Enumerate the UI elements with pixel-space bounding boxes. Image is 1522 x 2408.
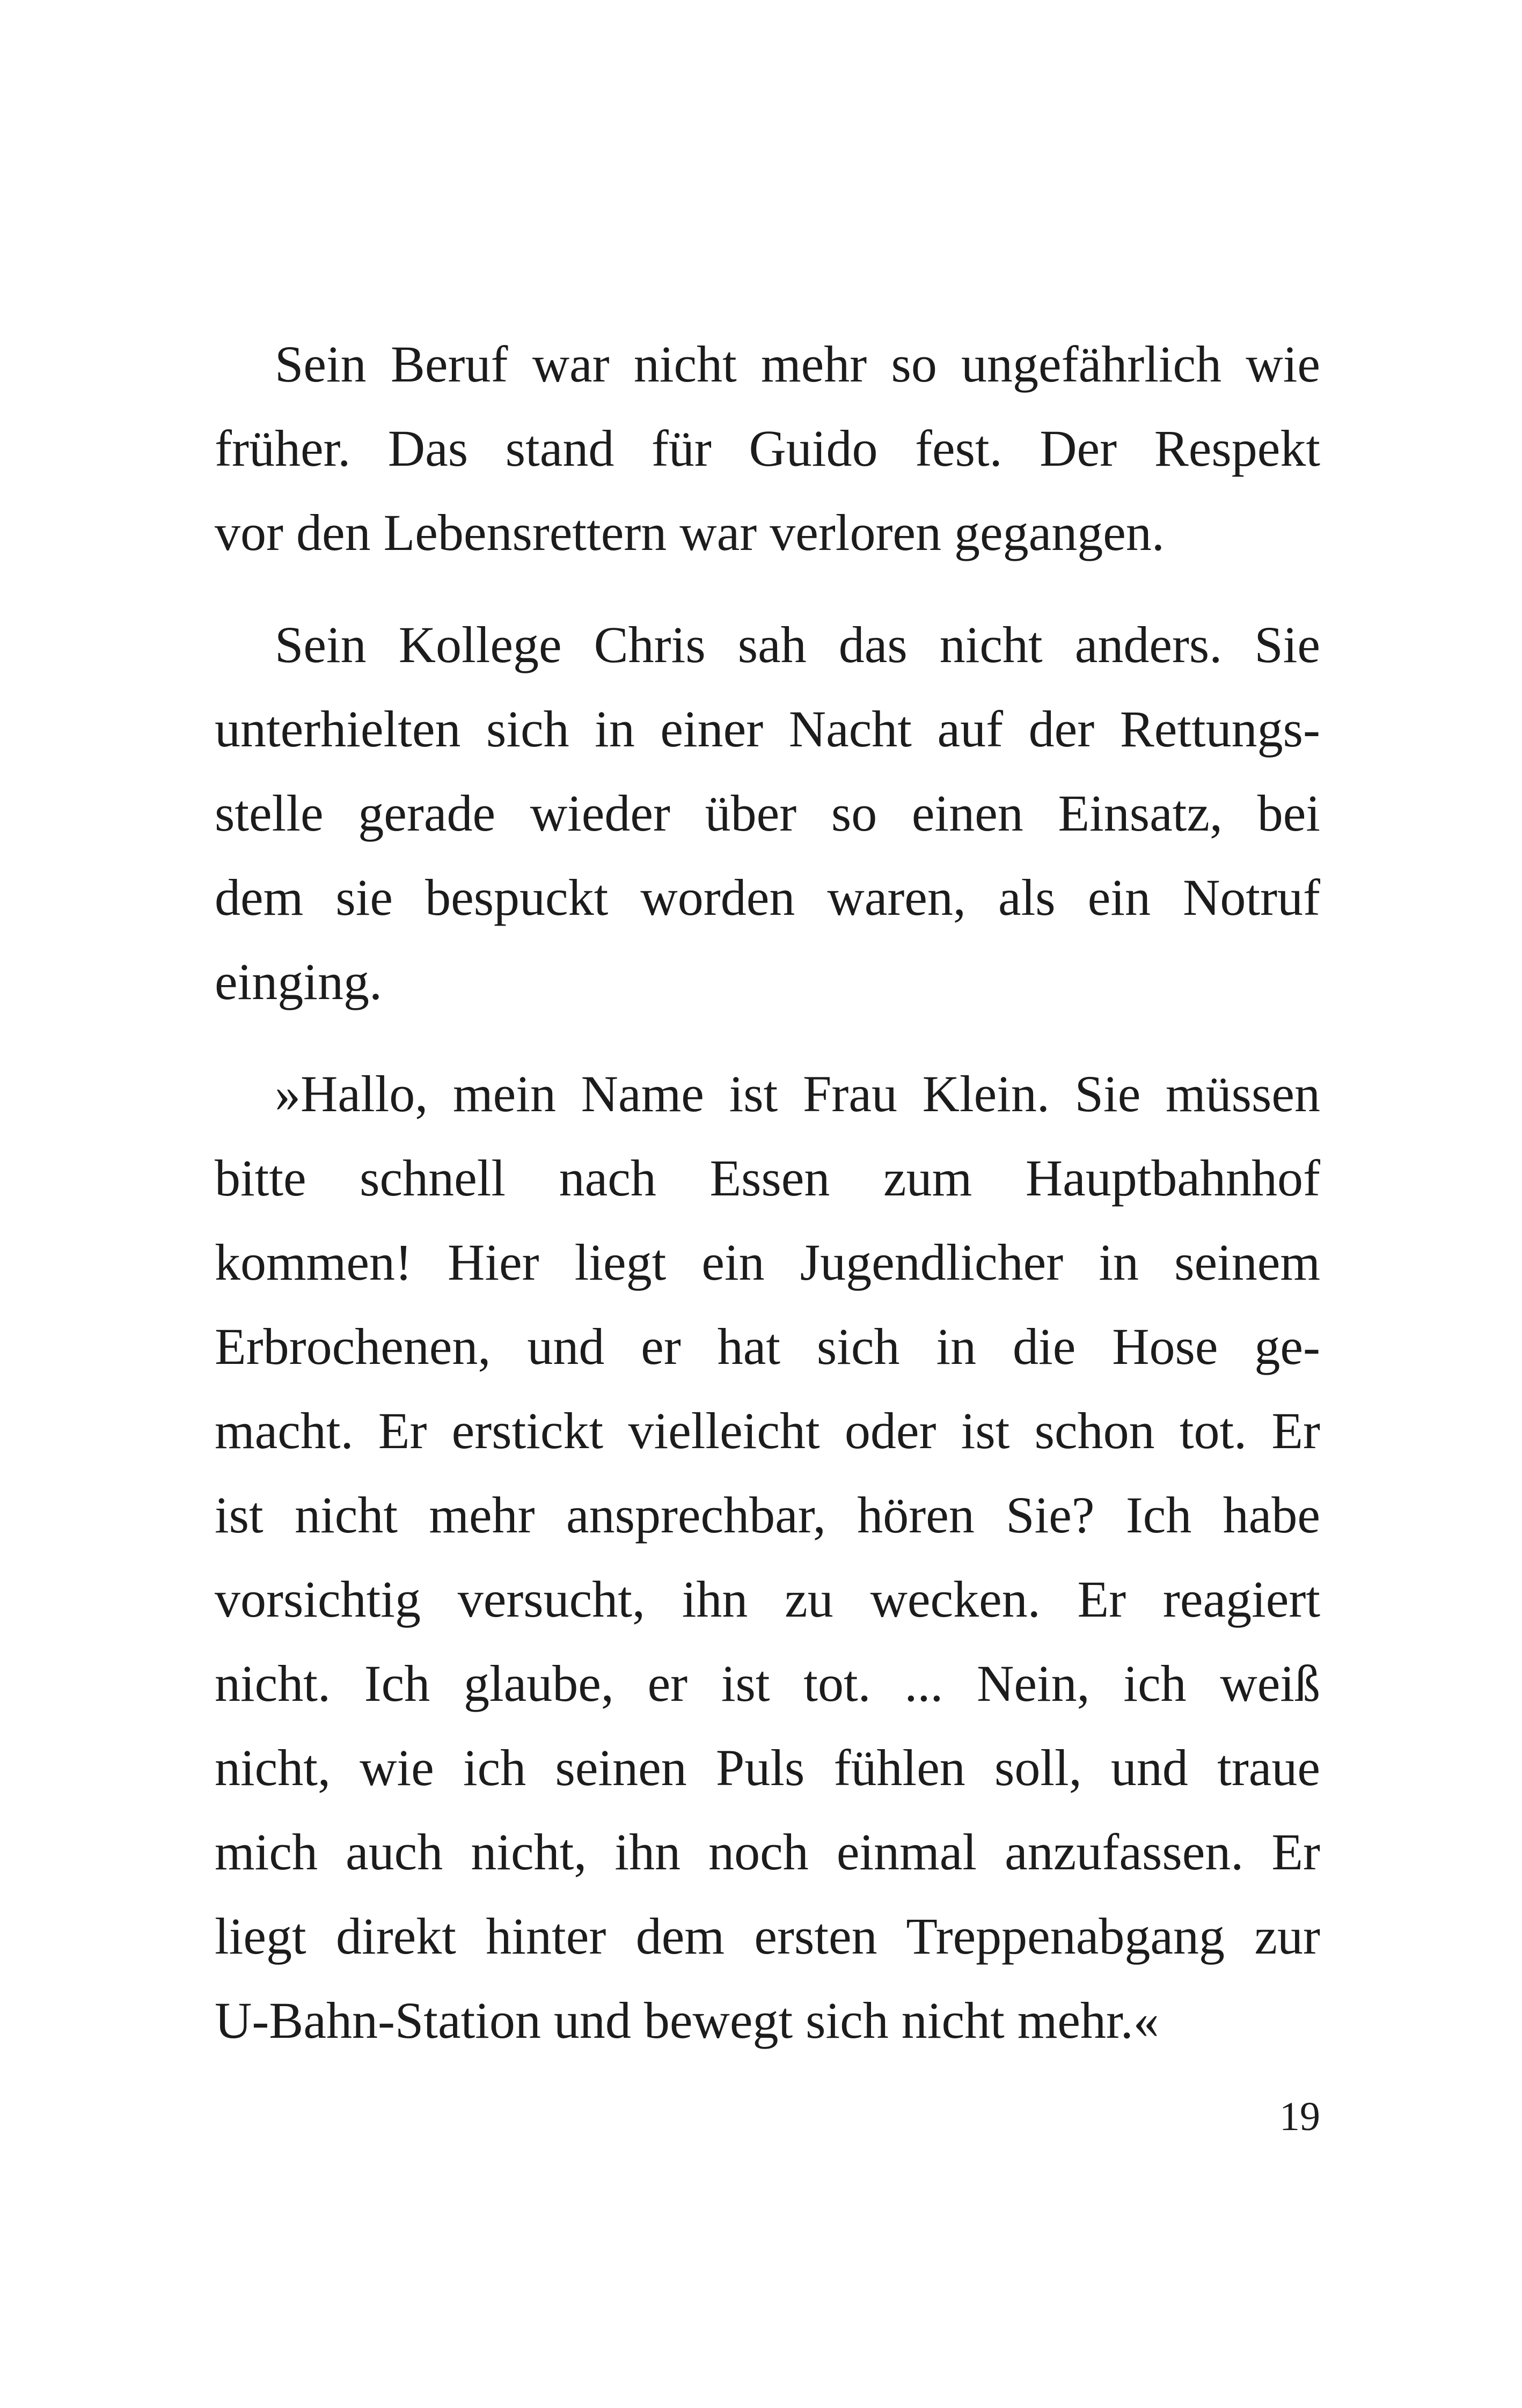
text-line: mich auch nicht, ihn noch einmal anzufassen. Er: [215, 1823, 1320, 1881]
text-line: U-Bahn-Station und bewegt sich nicht mehr.«: [215, 1992, 1159, 2049]
text-line: stelle gerade wieder über so einen Einsatz, bei: [215, 784, 1320, 842]
text-line: vorsichtig versucht, ihn zu wecken. Er reagiert: [215, 1570, 1320, 1628]
text-line: »Hallo, mein Name ist Frau Klein. Sie müssen: [275, 1065, 1320, 1122]
paragraph-2: [215, 603, 1320, 1024]
text-line: einging.: [215, 953, 382, 1010]
text-line: Erbrochenen, und er hat sich in die Hose ge-: [215, 1318, 1320, 1375]
body-text: [215, 322, 1320, 2090]
paragraph-3: [215, 1052, 1320, 2062]
text-line: macht. Er erstickt vielleicht oder ist schon tot. Er: [215, 1402, 1320, 1459]
paragraph-1: [215, 322, 1320, 575]
text-line: nicht, wie ich seinen Puls fühlen soll, und traue: [215, 1739, 1320, 1796]
text-line: Sein Beruf war nicht mehr so ungefährlich wie: [275, 335, 1320, 393]
text-line: nicht. Ich glaube, er ist tot. ... Nein, ich weiß: [215, 1655, 1320, 1712]
text-line: kommen! Hier liegt ein Jugendlicher in seinem: [215, 1234, 1320, 1291]
text-line: ist nicht mehr ansprechbar, hören Sie? Ich habe: [215, 1486, 1320, 1544]
text-line: dem sie bespuckt worden waren, als ein Notruf: [215, 869, 1320, 926]
text-line: vor den Lebensrettern war verloren gegangen.: [215, 504, 1165, 561]
text-line: bitte schnell nach Essen zum Hauptbahnhof: [215, 1149, 1320, 1207]
text-line: früher. Das stand für Guido fest. Der Respekt: [215, 420, 1320, 477]
text-line: liegt direkt hinter dem ersten Treppenabgang zur: [215, 1907, 1320, 1965]
text-line: unterhielten sich in einer Nacht auf der Rettungs-: [215, 700, 1320, 758]
page-number: 19: [1279, 2094, 1320, 2139]
text-line: Sein Kollege Chris sah das nicht anders. Sie: [275, 616, 1320, 673]
